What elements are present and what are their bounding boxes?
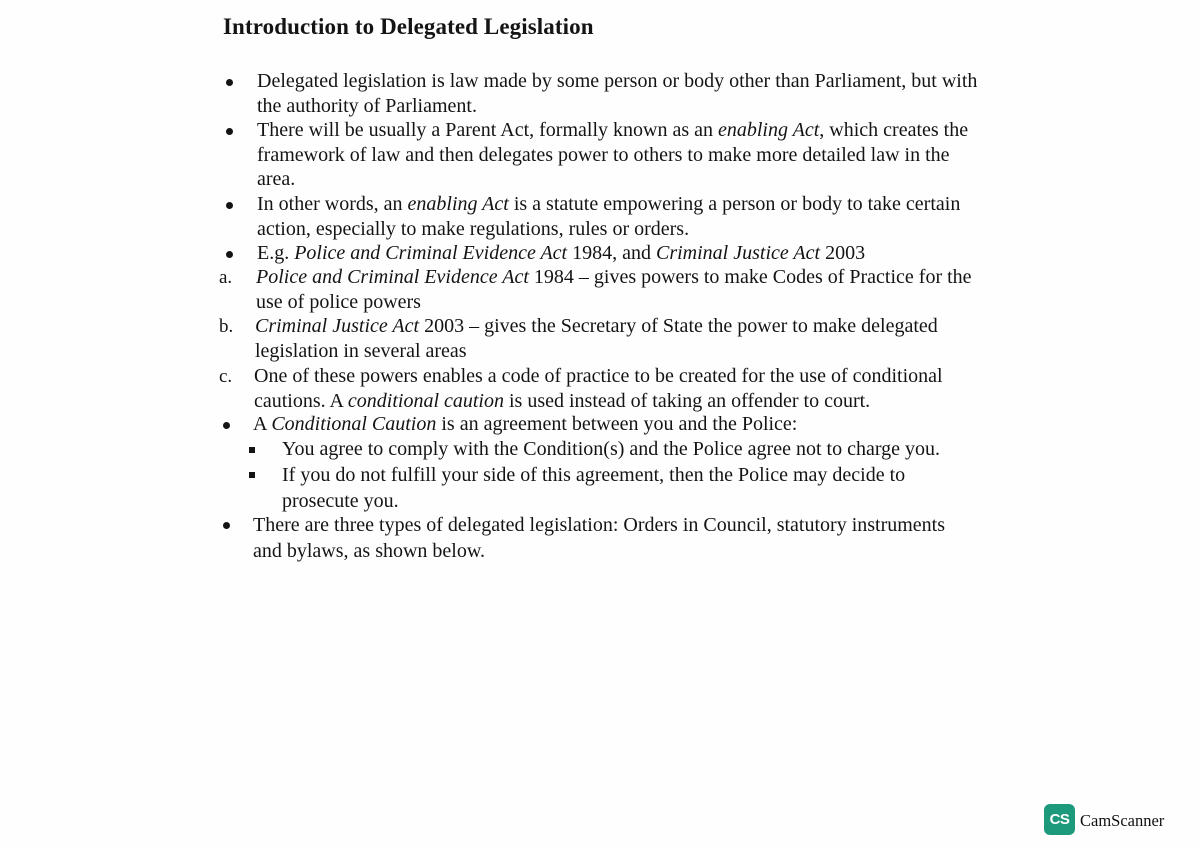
page-title: Introduction to Delegated Legislation: [223, 14, 594, 39]
document-page: Introduction to Delegated Legislation Delegated legislation is law made by some person or body other than Parliament, but with the authority of Parliament. There will be usually a Parent Act, formally known as an enabling Act, which creates the framework of law and then delegates power to others to make more detailed law in the area. In other words, an enabling Act is a statute empowering a person or body to take certain action, especially to make regulations, rules or orders. E.g. Police and Criminal Evidence Act 1984, and Criminal Justice Act 2003 a. Police and Criminal Evidence Act 1984 – gives powers to make Codes of Practice for the use of police powers b. Criminal Justice Act 2003 – gives the Secretary of State the power to make delegated legislation in several areas c. One of these powers enables a code of practice to be created for the use of conditional cautions. A conditional caution is used instead of taking an offender to court. A Conditional Caution is an agreement between you and the Police: You agree to comply with the Condition(s) and the Police agree not to charge you. If you do not fulfill your side of this agreement, then the Police may decide to prosecute you. There are three types of delegated legislation: Orders in Council, statutory instruments and bylaws, as shown below. CS CamScanner: [0, 0, 1200, 849]
bullet-icon: [226, 251, 233, 258]
bullet-icon: [223, 422, 230, 429]
bullet-icon: [226, 202, 233, 209]
bullet-icon: [226, 79, 233, 86]
square-bullet-icon: [249, 447, 255, 453]
list-letter: b.: [219, 316, 234, 337]
list-letter: a.: [219, 267, 233, 288]
bullet-icon: [223, 522, 230, 529]
bullet-icon: [226, 128, 233, 135]
camscanner-logo-icon: CS: [1044, 804, 1075, 835]
list-letter: c.: [219, 366, 233, 387]
camscanner-brand: CamScanner: [1080, 811, 1165, 830]
square-bullet-icon: [249, 472, 255, 478]
